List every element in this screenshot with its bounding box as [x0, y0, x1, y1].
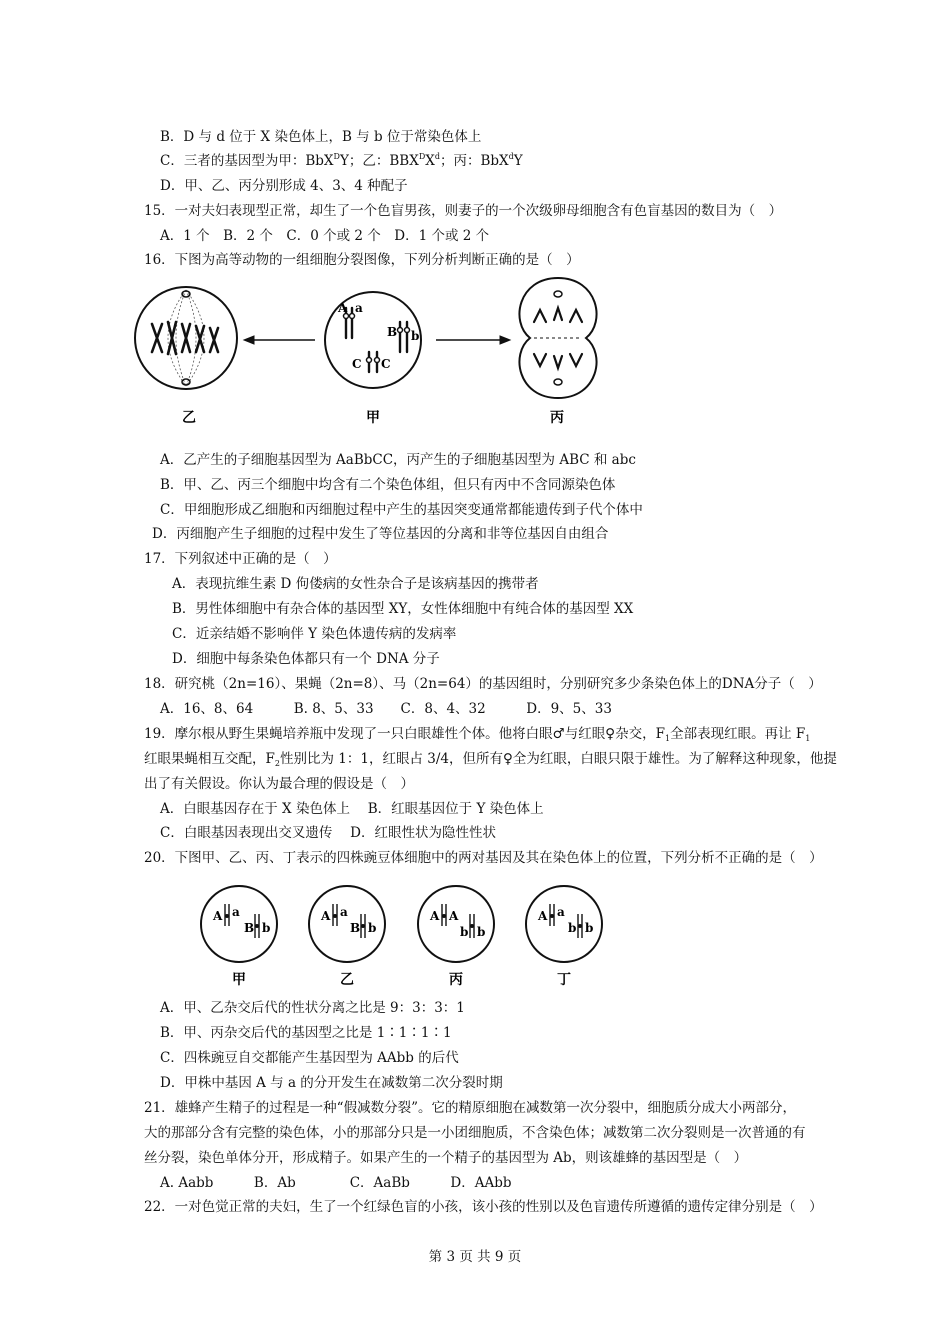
q20-option-b: B．甲、丙杂交后代的基因型之比是 1∶1∶1∶1: [160, 1025, 452, 1041]
q19-options-ab: A．白眼基因存在于 X 染色体上 B．红眼基因位于 Y 染色体上: [160, 801, 544, 817]
q19-line-1: 19．摩尔根从野生果蝇培养瓶中发现了一只白眼雄性个体。他将白眼♂与红眼♀杂交，$F_1$全部表现红眼。再让 $F_1$: [144, 726, 811, 743]
bing-label-A: A: [430, 909, 440, 923]
label-B: B: [387, 325, 398, 339]
arrow-left: [244, 336, 315, 344]
q14-option-d: D．甲、乙、丙分别形成 4、3、4 种配子: [160, 178, 408, 194]
q17-stem: 17．下列叙述中正确的是（ ）: [144, 551, 337, 567]
q16-cell-division-figure: [130, 272, 610, 432]
q19-line-2: 红眼果蝇相互交配，$F_2$性别比为 1：1，红眼占 3/4，但所有♀全为红眼，白眼只限于雄性。为了解释这种现象，他提: [144, 751, 837, 768]
jia-label-a: a: [232, 905, 240, 919]
ding-label-a: a: [557, 905, 565, 919]
q16-option-d: D．丙细胞产生子细胞的过程中发生了等位基因的分离和非等位基因自由组合: [152, 526, 609, 542]
q16-option-c: C．甲细胞形成乙细胞和丙细胞过程中产生的基因突变通常都能遗传到子代个体中: [160, 502, 643, 518]
q19-line-3: 出了有关假设。你认为最合理的假设是（ ）: [144, 776, 414, 792]
q16-stem: 16．下图为高等动物的一组细胞分裂图像，下列分析判断正确的是（ ）: [144, 252, 580, 268]
jia-label-B: B: [244, 921, 255, 935]
arrow-right: [436, 336, 510, 344]
q15-stem: 15．一对夫妇表现型正常，却生了一个色盲男孩，则妻子的一个次级卵母细胞含有色盲基因的数目为（ ）: [144, 203, 783, 219]
label-a: a: [355, 301, 363, 315]
caption-jia: 甲: [232, 972, 246, 988]
q21-line-2: 大的那部分含有完整的染色体，小的那部分只是一小团细胞质，不含染色体；减数第二次分裂则是一次普通的有: [144, 1125, 806, 1141]
label-C-right: C: [381, 357, 391, 371]
q18-stem: 18．研究桃（2n=16）、果蝇（2n=8）、马（2n=64）的基因组时，分别研究多少条染色体上的DNA分子（ ）: [144, 676, 822, 692]
caption-yi: 乙: [340, 972, 354, 988]
q20-option-c: C．四株豌豆自交都能产生基因型为 AAbb 的后代: [160, 1050, 459, 1066]
q21-line-3: 丝分裂，染色单体分开，形成精子。如果产生的一个精子的基因型为 Ab，则该雄蜂的基因型是（ ）: [144, 1150, 748, 1166]
q21-options: A. Aabb B．Ab C．AaBb D．AAbb: [160, 1175, 512, 1191]
q20-option-a: A．甲、乙杂交后代的性状分离之比是 9：3：3：1: [160, 1000, 465, 1016]
caption-bing: 丙: [449, 972, 463, 988]
q21-line-1: 21．雄蜂产生精子的过程是一种“假减数分裂”。它的精原细胞在减数第一次分裂中，细胞质分成大小两部分，: [144, 1100, 796, 1116]
q19-options-cd: C．白眼基因表现出交叉遗传 D．红眼性状为隐性性状: [160, 825, 496, 841]
q17-option-d: D．细胞中每条染色体都只有一个 DNA 分子: [172, 651, 440, 667]
q15-options: A．1 个 B．2 个 C．0 个或 2 个 D．1 个或 2 个: [160, 228, 490, 244]
q17-option-b: B．男性体细胞中有杂合体的基因型 XY，女性体细胞中有纯合体的基因型 XX: [172, 601, 634, 617]
yi-label-b: b: [368, 921, 377, 935]
q20-stem: 20．下图甲、乙、丙、丁表示的四株豌豆体细胞中的两对基因及其在染色体上的位置，下列分析不正确的是（ ）: [144, 850, 823, 866]
yi-label-A: A: [321, 909, 331, 923]
cell-bing: [519, 278, 596, 398]
q18-options: A．16、8、64 B. 8、5、33 C．8、4、32 D．9、5、33: [160, 701, 612, 717]
q20-option-d: D．甲株中基因 A 与 a 的分开发生在减数第二次分裂时期: [160, 1075, 503, 1091]
caption-bing: 丙: [550, 410, 564, 426]
label-A: A: [338, 301, 348, 315]
caption-jia: 甲: [366, 410, 380, 426]
cell-yi: [135, 287, 237, 389]
label-b: b: [411, 329, 420, 343]
label-C-left: C: [352, 357, 362, 371]
bing-label-A2: A: [449, 909, 459, 923]
page-footer: 第 3 页 共 9 页: [428, 1249, 522, 1265]
q17-option-c: C．近亲结婚不影响伴 Y 染色体遗传病的发病率: [172, 626, 457, 642]
q20-pea-cells-figure: [195, 880, 615, 992]
q16-option-a: A．乙产生的子细胞基因型为 AaBbCC，丙产生的子细胞基因型为 ABC 和 abc: [160, 452, 636, 468]
q22-stem: 22．一对色觉正常的夫妇，生了一个红绿色盲的小孩，该小孩的性别以及色盲遗传所遵循的遗传定律分别是（ ）: [144, 1199, 823, 1215]
yi-label-a: a: [340, 905, 348, 919]
q16-option-b: B．甲、乙、丙三个细胞中均含有二个染色体组，但只有丙中不含同源染色体: [160, 477, 616, 493]
ding-label-A: A: [538, 909, 548, 923]
q14-option-c: C．三者的基因型为甲：BbX$^D$Y；乙：$BBX^DX^d$；丙：BbX$^d$Y: [160, 152, 523, 169]
ding-label-b: b: [568, 921, 577, 935]
jia-label-b: b: [262, 921, 271, 935]
ding-label-b2: b: [585, 921, 594, 935]
q14-option-b: B．D 与 d 位于 X 染色体上，B 与 b 位于常染色体上: [160, 129, 482, 145]
caption-ding: 丁: [557, 972, 571, 988]
jia-label-A: A: [213, 909, 223, 923]
bing-label-b2: b: [477, 925, 486, 939]
bing-label-b: b: [460, 925, 469, 939]
caption-yi: 乙: [182, 410, 196, 426]
q17-option-a: A．表现抗维生素 D 佝偻病的女性杂合子是该病基因的携带者: [172, 576, 539, 592]
yi-label-B: B: [350, 921, 361, 935]
